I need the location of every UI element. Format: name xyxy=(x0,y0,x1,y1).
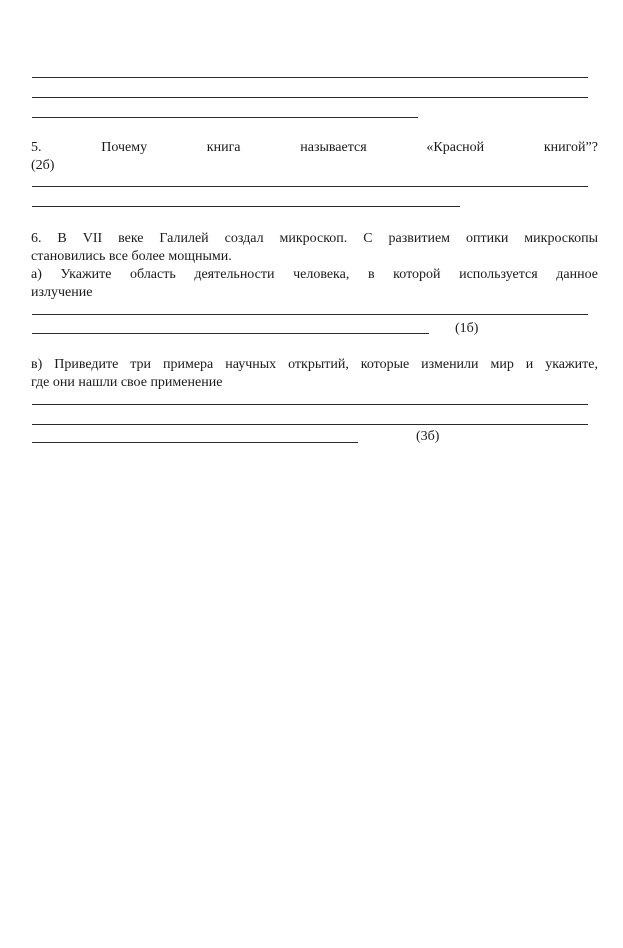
q5-word: книгой”? xyxy=(543,140,598,155)
answer-line[interactable] xyxy=(32,206,460,207)
answer-line[interactable] xyxy=(32,77,588,78)
question-6a-line-2: излучение xyxy=(31,285,93,300)
answer-line[interactable] xyxy=(32,314,588,315)
question-6a-points: (1б) xyxy=(455,321,479,336)
question-5-text xyxy=(31,139,598,157)
q5-word: называется xyxy=(300,140,367,155)
question-6b-points: (3б) xyxy=(416,429,440,444)
answer-line[interactable] xyxy=(32,117,418,118)
answer-line[interactable] xyxy=(32,97,588,98)
question-6b-line-2: где они нашли свое применение xyxy=(31,375,223,390)
question-6-line-1: 6. В VII веке Галилей создал микроскоп. С развитием оптики микроскопы xyxy=(31,231,598,246)
q5-word: Почему xyxy=(101,140,148,155)
answer-line[interactable] xyxy=(32,404,588,405)
question-5-points: (2б) xyxy=(31,158,55,173)
question-6a-line-1: а) Укажите область деятельности человека, в которой используется данное xyxy=(31,267,598,282)
q5-word: 5. xyxy=(31,140,42,155)
answer-line[interactable] xyxy=(32,442,358,443)
answer-line[interactable] xyxy=(32,186,588,187)
answer-line[interactable] xyxy=(32,424,588,425)
q5-word: книга xyxy=(206,140,241,155)
question-6b-line-1: в) Приведите три примера научных открытий, которые изменили мир и укажите, xyxy=(31,357,598,372)
q5-word: «Красной xyxy=(426,140,485,155)
answer-line[interactable] xyxy=(32,333,429,334)
question-6-line-2: становились все более мощными. xyxy=(31,249,232,264)
